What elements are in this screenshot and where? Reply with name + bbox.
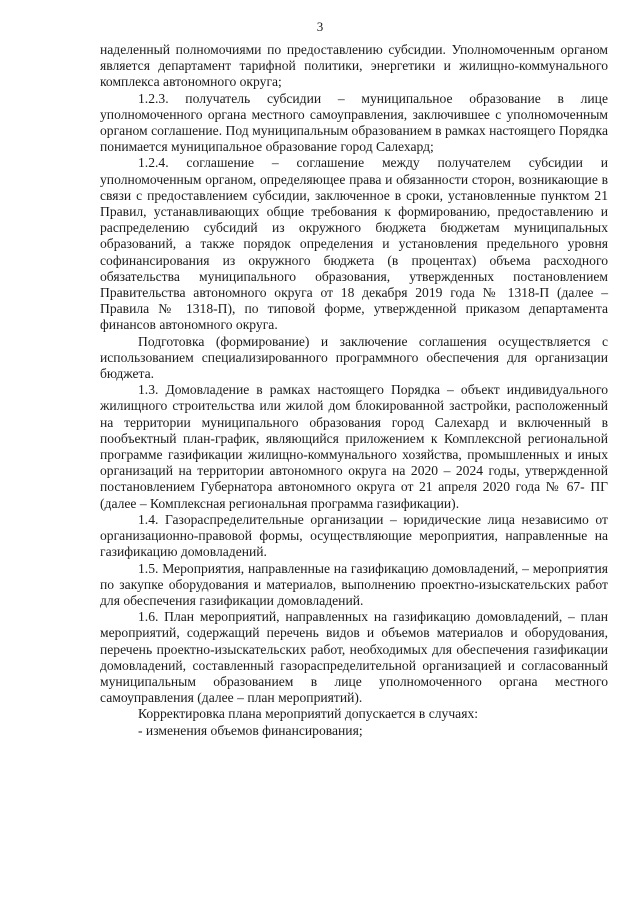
paragraph-plan-adjustment: Корректировка плана мероприятий допускается в случаях: bbox=[138, 706, 479, 722]
list-item-funding-change: - изменения объемов финансирования; bbox=[138, 722, 363, 738]
paragraph-1-2-4: 1.2.4. соглашение – соглашение между получателем субсидии и уполномоченным органом, определяющее права и обязанности сторон, возникающие в связи с предоставлением субсидии, заключенное в сроки, установленные пунктом 21 Правил, устанавливающих общие требования к формированию, предоставлению и распределению субсидий из окружного бюджета бюджетам муниципальных образований, а также порядок определения и установления предельного уровня софинансирования из окружного бюджета (в процентах) объема расходного обязательства муниципального образования, утвержденных постановлением Правительства автономного округа от 18 декабря 2019 года № 1318-П (далее – Правила № 1318-П), по типовой форме, утвержденной приказом департамента финансов автономного округа. bbox=[100, 155, 608, 333]
paragraph-1-6: 1.6. План мероприятий, направленных на газификацию домовладений, – план мероприятий, содержащий перечень видов и объемов материалов и оборудования, перечень проектно-изыскательских работ, необходимых для обеспечения газификации домовладений, составленный газораспределительной организацией и согласованный муниципальным образованием в лице уполномоченного органа местного самоуправления (далее – план мероприятий). bbox=[100, 609, 608, 706]
paragraph-1-3: 1.3. Домовладение в рамках настоящего Порядка – объект индивидуального жилищного строительства или жилой дом блокированной застройки, расположенный на территории муниципального образования город Салехард и включенный в пообъектный план-график, являющийся приложением к Комплексной региональной программе газификации жилищно-коммунального хозяйства, промышленных и иных организаций на территории автономного округа на 2020 – 2024 годы, утвержденной постановлением Губернатора автономного округа от 21 апреля 2020 года № 67- ПГ (далее – Комплексная региональная программа газификации). bbox=[100, 382, 608, 511]
paragraph-1-5: 1.5. Мероприятия, направленные на газификацию домовладений, – мероприятия по закупке оборудования и материалов, выполнению проектно-изыскательских работ для обеспечения газификации домовладений. bbox=[100, 560, 608, 608]
page-number: 3 bbox=[316, 19, 324, 34]
document-body bbox=[100, 42, 608, 739]
paragraph-1-2-3: 1.2.3. получатель субсидии – муниципальное образование в лице уполномоченного органа местного самоуправления, заключившее с уполномоченным органом соглашение. Под муниципальным образованием в рамках настоящего Порядка понимается муниципальное образование город Салехард; bbox=[100, 90, 608, 155]
paragraph-agreement-preparation: Подготовка (формирование) и заключение соглашения осуществляется с использованием специализированного программного обеспечения для организации бюджета. bbox=[100, 333, 608, 382]
paragraph-1-4: 1.4. Газораспределительные организации – юридические лица независимо от организационно-правовой формы, осуществляющие мероприятия, направленные на газификацию домовладений. bbox=[100, 511, 608, 560]
paragraph-continuation: наделенный полномочиями по предоставлению субсидии. Уполномоченным органом является департамент тарифной политики, энергетики и жилищно-коммунального комплекса автономного округа; bbox=[100, 42, 608, 90]
